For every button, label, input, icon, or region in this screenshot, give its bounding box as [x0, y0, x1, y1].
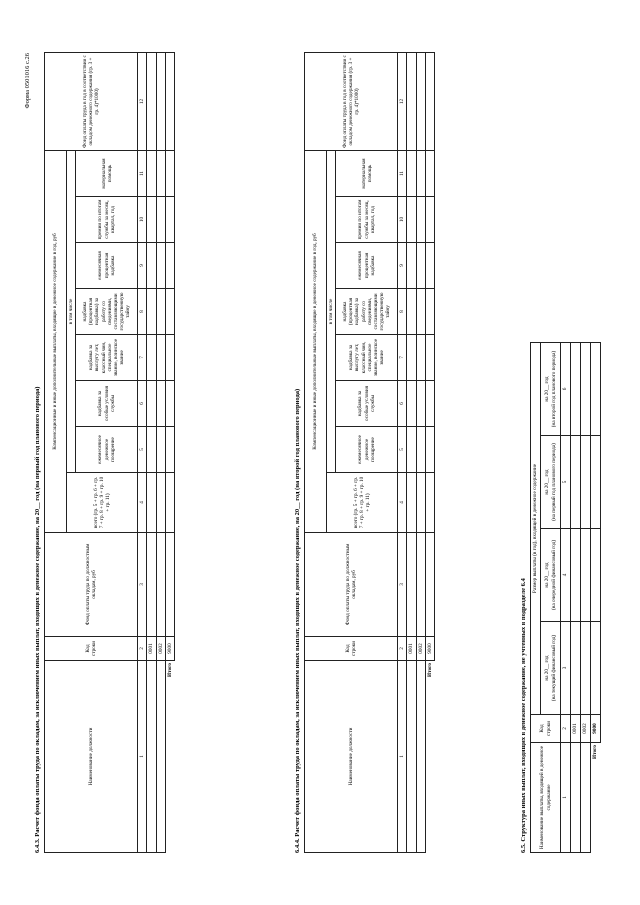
total-label: Итого: [425, 660, 434, 852]
col-sub: надбавка за особые условия службы: [336, 380, 398, 426]
col-number: 10: [138, 196, 147, 242]
col-position: Наименование должности: [45, 660, 138, 852]
col-sub: надбавка (процентная надбавка) за работу со сведениями, составляющими государственную тайну: [336, 288, 398, 334]
col-number: 12: [398, 52, 407, 150]
col-number: 6: [398, 380, 407, 426]
period-desc: (на второй год планового периода): [550, 350, 557, 427]
row-code: 9000: [590, 714, 600, 742]
col-sub: премии по итогам службы за месяц, квартал, год: [76, 196, 138, 242]
col-number: 5: [398, 426, 407, 472]
col-number: 11: [138, 150, 147, 196]
table-row: [407, 52, 416, 852]
col-payment-name: Наименование выплаты, входящей в денежное содержание: [531, 742, 561, 852]
col-sub: материальная помощь: [336, 150, 398, 196]
col-number: 6: [138, 380, 147, 426]
table-row: [156, 52, 165, 852]
column-numbers: [138, 52, 147, 852]
col-number: 10: [398, 196, 407, 242]
col-total: всего (гр. 5 + гр. 6 + гр. 7 + гр. 8 + гр. 9 + гр. 10 + гр. 11): [67, 472, 138, 532]
table-row: [570, 342, 580, 852]
row-code: 9000: [165, 636, 174, 660]
col-period: [541, 435, 561, 528]
col-number: 1: [561, 742, 571, 852]
column-numbers: [398, 52, 407, 852]
row-code: 0002: [416, 636, 425, 660]
col-incl: в том числе: [67, 150, 76, 472]
total-row: [165, 52, 174, 852]
period-year: на 20__ год: [544, 375, 550, 402]
row-code: 9000: [425, 636, 434, 660]
col-sub: материальная помощь: [76, 150, 138, 196]
col-total: всего (гр. 5 + гр. 6 + гр. 7 + гр. 8 + гр. 9 + гр. 10 + гр. 11): [327, 472, 398, 532]
col-number: 9: [138, 242, 147, 288]
salary-table-643: [44, 52, 175, 853]
structure-table-65: [530, 342, 601, 853]
col-number: 8: [138, 288, 147, 334]
section-643-title: 6.4.3. Расчет фонда оплаты труда по окладам, за исключением иных выплат, входящих в денежное содержание, на 20__ год (на первый год планового периода): [34, 386, 41, 853]
col-sub: ежемесячная процентная надбавка: [76, 242, 138, 288]
col-sub: надбавка за выслугу лет, классный чин, специальное звание, воинское звание: [336, 334, 398, 380]
col-number: 2: [561, 714, 571, 742]
row-code: 0002: [580, 714, 590, 742]
col-number: 2: [398, 636, 407, 660]
col-number: 9: [398, 242, 407, 288]
col-code: Код строки: [305, 636, 398, 660]
col-position: Наименование должности: [305, 660, 398, 852]
col-number: 2: [138, 636, 147, 660]
period-desc: (на текущий финансовый год): [550, 634, 557, 701]
col-number: 3: [561, 621, 571, 714]
table-row: [147, 52, 156, 852]
period-year: на 20__ год: [544, 654, 550, 681]
col-sub: надбавка (процентная надбавка) за работу со сведениями, составляющими государственную тайну: [76, 288, 138, 334]
col-fund-total: Фонд оплаты труда в год в соответствии с окладом денежного содержания (гр. 3 + гр. 4)*1000): [45, 52, 138, 150]
total-label: Итого: [590, 742, 600, 852]
period-year: на 20__ год: [544, 561, 550, 588]
col-fund: Фонд оплаты труда по должностным окладам, руб: [45, 532, 138, 636]
col-period: [541, 342, 561, 435]
col-compensatory-group: Компенсационные и иные дополнительные выплаты, входящие в денежное содержание в год, руб: [305, 150, 327, 532]
col-number: 6: [561, 342, 571, 435]
salary-table-644: [304, 52, 435, 853]
row-code: 0002: [156, 636, 165, 660]
rotated-form: [20, 43, 620, 863]
col-sub: надбавка за особые условия службы: [76, 380, 138, 426]
col-number: 3: [398, 532, 407, 636]
col-sub: надбавка за выслугу лет, классный чин, специальное звание, воинское звание: [76, 334, 138, 380]
col-incl: в том числе: [327, 150, 336, 472]
total-label: Итого: [165, 660, 174, 852]
row-code: 0001: [147, 636, 156, 660]
total-row: [590, 342, 600, 852]
col-period: [541, 621, 561, 714]
total-row: [425, 52, 434, 852]
col-number: 12: [138, 52, 147, 150]
col-size-group: Размер выплаты (в год), входящей в денежное содержание: [531, 342, 541, 714]
period-desc: (на первый год планового периода): [550, 442, 557, 521]
table-row: [580, 342, 590, 852]
col-sub: премии по итогам службы за месяц, квартал, год: [336, 196, 398, 242]
col-number: 5: [561, 435, 571, 528]
section-65-title: 6.5. Структура иных выплат, входящих в денежное содержание, не учтенных в подразделе 6.4: [520, 577, 527, 853]
col-number: 4: [398, 472, 407, 532]
col-compensatory-group: Компенсационные и иные дополнительные выплаты, входящие в денежное содержание в год, руб: [45, 150, 67, 532]
col-number: 1: [398, 660, 407, 852]
col-number: 4: [561, 528, 571, 621]
col-number: 11: [398, 150, 407, 196]
col-number: 3: [138, 532, 147, 636]
col-number: 7: [138, 334, 147, 380]
col-code: Код строки: [531, 714, 561, 742]
col-sub: ежемесячное денежное поощрение: [76, 426, 138, 472]
col-number: 8: [398, 288, 407, 334]
col-sub: ежемесячное денежное поощрение: [336, 426, 398, 472]
col-fund-total: Фонд оплаты труда в год в соответствии с окладом денежного содержания (гр. 3 + гр. 4)*1000): [305, 52, 398, 150]
col-sub: ежемесячная процентная надбавка: [336, 242, 398, 288]
col-code: Код строки: [45, 636, 138, 660]
col-number: 4: [138, 472, 147, 532]
col-number: 5: [138, 426, 147, 472]
table-row: [416, 52, 425, 852]
row-code: 0001: [407, 636, 416, 660]
row-code: 0001: [570, 714, 580, 742]
col-fund: Фонд оплаты труда по должностным окладам, руб: [305, 532, 398, 636]
col-number: 7: [398, 334, 407, 380]
col-number: 1: [138, 660, 147, 852]
section-644-title: 6.4.4. Расчет фонда оплаты труда по окладам, за исключением иных выплат, входящих в денежное содержание, на 20__ год (на второй год планового периода): [294, 388, 301, 853]
col-period: [541, 528, 561, 621]
column-numbers: [561, 342, 571, 852]
form-code: Форма 0501016 с.26: [24, 52, 31, 109]
period-desc: (на очередной финансовый год): [550, 539, 557, 610]
period-year: на 20__ год: [544, 468, 550, 495]
